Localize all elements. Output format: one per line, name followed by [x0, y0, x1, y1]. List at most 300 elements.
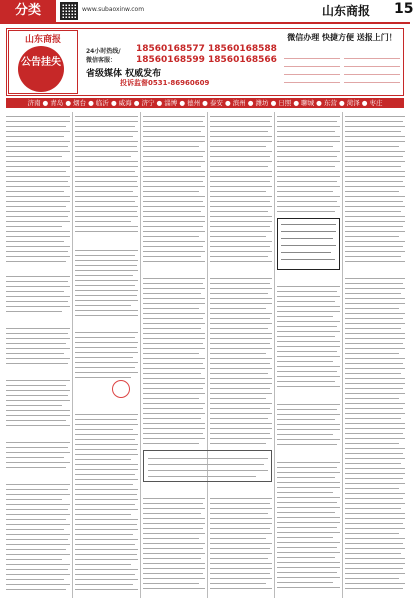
text-line — [210, 216, 272, 217]
text-line — [210, 503, 270, 504]
text-line — [345, 523, 403, 524]
text-line — [143, 201, 203, 202]
text-line — [75, 300, 138, 301]
text-line — [6, 191, 64, 192]
text-line — [6, 405, 62, 406]
text-line — [277, 507, 340, 508]
text-line — [143, 308, 199, 309]
text-line — [6, 390, 70, 391]
text-line — [277, 467, 337, 468]
text-line — [210, 443, 266, 444]
text-line — [143, 433, 203, 434]
text-line — [75, 290, 138, 291]
text-line — [210, 121, 270, 122]
header-rule — [0, 22, 410, 24]
text-line — [210, 283, 270, 284]
site-url[interactable]: www.subaoxinw.com — [82, 6, 145, 13]
text-line — [6, 156, 62, 157]
text-line — [277, 376, 340, 377]
text-line — [6, 410, 70, 411]
text-line — [210, 211, 268, 212]
text-line — [345, 256, 401, 257]
text-line — [143, 323, 205, 324]
text-line — [143, 303, 205, 304]
text-line — [210, 348, 272, 349]
text-line — [6, 281, 68, 282]
text-line — [143, 211, 201, 212]
text-line — [75, 484, 133, 485]
text-line — [75, 221, 131, 222]
text-line — [6, 415, 70, 416]
text-line — [6, 489, 68, 490]
text-line — [210, 343, 270, 344]
text-line — [210, 313, 272, 314]
text-line — [75, 116, 138, 117]
text-line — [75, 186, 138, 187]
text-line — [6, 131, 70, 132]
text-line — [75, 280, 138, 281]
text-line — [345, 513, 405, 514]
text-line — [345, 588, 403, 589]
text-line — [210, 558, 268, 559]
text-line — [345, 313, 405, 314]
text-line — [345, 211, 401, 212]
text-line — [75, 469, 138, 470]
text-line — [6, 569, 68, 570]
text-line — [75, 499, 138, 500]
text-line — [277, 502, 337, 503]
text-line — [75, 362, 138, 363]
text-line — [281, 245, 336, 246]
text-line — [210, 156, 270, 157]
text-line — [210, 328, 268, 329]
text-line — [75, 332, 138, 333]
notice-seal-icon — [18, 46, 64, 92]
text-line — [345, 518, 405, 519]
text-line — [210, 126, 272, 127]
text-line — [6, 524, 70, 525]
text-line — [75, 126, 135, 127]
text-line — [6, 166, 70, 167]
text-line — [344, 58, 400, 59]
text-line — [345, 323, 405, 324]
text-line — [210, 196, 272, 197]
text-line — [143, 298, 205, 299]
text-line — [6, 358, 70, 359]
text-line — [345, 583, 405, 584]
column-rule — [274, 112, 275, 598]
hotline-label-line-2: 微信客服： — [86, 57, 117, 64]
text-line — [277, 116, 340, 117]
text-line — [143, 403, 205, 404]
text-line — [143, 588, 205, 589]
text-line — [277, 567, 340, 568]
text-line — [6, 276, 70, 277]
text-line — [284, 74, 340, 75]
text-line — [345, 196, 405, 197]
text-line — [210, 338, 272, 339]
text-line — [75, 419, 137, 420]
text-line — [345, 468, 405, 469]
text-line — [210, 408, 270, 409]
text-line — [143, 573, 203, 574]
boxed-notice — [143, 450, 272, 482]
text-line — [75, 424, 138, 425]
text-line — [345, 126, 405, 127]
text-line — [143, 328, 201, 329]
text-line — [143, 221, 205, 222]
text-line — [210, 563, 272, 564]
text-line — [345, 418, 401, 419]
text-line — [345, 428, 405, 429]
text-line — [345, 573, 405, 574]
text-line — [143, 176, 205, 177]
text-line — [6, 420, 66, 421]
text-line — [6, 211, 70, 212]
text-line — [75, 444, 138, 445]
text-line — [345, 383, 405, 384]
text-line — [345, 443, 399, 444]
text-line — [75, 285, 135, 286]
text-line — [210, 221, 272, 222]
text-line — [277, 522, 340, 523]
text-line — [148, 458, 268, 459]
text-line — [6, 181, 68, 182]
text-line — [143, 423, 205, 424]
text-line — [6, 380, 70, 381]
text-line — [345, 423, 405, 424]
text-line — [75, 216, 138, 217]
text-line — [210, 136, 272, 137]
text-line — [143, 236, 199, 237]
text-line — [277, 301, 335, 302]
text-line — [277, 477, 335, 478]
text-line — [345, 261, 405, 262]
text-line — [277, 572, 337, 573]
text-line — [143, 518, 205, 519]
text-line — [281, 238, 333, 239]
text-line — [277, 146, 333, 147]
text-line — [75, 151, 138, 152]
text-line — [6, 121, 70, 122]
text-line — [345, 201, 403, 202]
text-line — [277, 429, 340, 430]
text-line — [75, 504, 135, 505]
text-line — [345, 378, 405, 379]
text-line — [345, 251, 405, 252]
text-line — [210, 256, 268, 257]
text-line — [143, 508, 205, 509]
text-line — [277, 409, 337, 410]
text-line — [143, 388, 203, 389]
text-line — [6, 534, 70, 535]
text-line — [143, 186, 205, 187]
text-line — [210, 236, 266, 237]
text-line — [143, 216, 205, 217]
text-line — [210, 151, 272, 152]
text-line — [75, 549, 138, 550]
text-line — [345, 216, 405, 217]
text-line — [6, 462, 70, 463]
text-line — [6, 216, 68, 217]
text-line — [6, 151, 70, 152]
text-line — [75, 434, 138, 435]
text-line — [75, 270, 138, 271]
text-line — [6, 311, 62, 312]
text-line — [6, 116, 70, 117]
text-line — [345, 473, 405, 474]
text-line — [210, 333, 272, 334]
text-line — [345, 408, 403, 409]
text-line — [75, 554, 137, 555]
text-line — [345, 453, 403, 454]
phone-line-2[interactable]: 18560168599 18560168566 — [136, 55, 277, 65]
text-line — [277, 141, 340, 142]
text-line — [6, 206, 66, 207]
text-line — [281, 252, 331, 253]
text-line — [345, 448, 405, 449]
text-line — [6, 363, 68, 364]
text-line — [75, 191, 133, 192]
text-line — [210, 226, 270, 227]
text-line — [277, 444, 337, 445]
text-line — [277, 206, 340, 207]
text-line — [143, 368, 205, 369]
column-rule — [72, 112, 73, 598]
text-line — [75, 574, 135, 575]
text-line — [6, 425, 70, 426]
text-line — [143, 398, 199, 399]
text-line — [75, 564, 131, 565]
text-line — [277, 404, 340, 405]
column-rule — [207, 112, 208, 598]
text-line — [143, 288, 205, 289]
text-line — [75, 439, 135, 440]
text-line — [143, 553, 205, 554]
text-line — [345, 221, 405, 222]
text-line — [277, 517, 340, 518]
text-line — [75, 275, 133, 276]
text-line — [277, 211, 335, 212]
text-line — [345, 156, 403, 157]
text-line — [143, 378, 205, 379]
text-line — [6, 296, 70, 297]
text-line — [345, 553, 401, 554]
text-line — [277, 434, 333, 435]
text-line — [277, 424, 340, 425]
boxed-notice — [277, 218, 340, 270]
text-line — [210, 293, 268, 294]
text-line — [345, 298, 405, 299]
text-line — [210, 363, 270, 364]
text-line — [6, 484, 70, 485]
text-line — [210, 176, 272, 177]
text-line — [210, 206, 272, 207]
text-line — [277, 176, 340, 177]
text-line — [143, 206, 205, 207]
text-line — [210, 373, 268, 374]
text-line — [143, 383, 205, 384]
text-line — [277, 186, 340, 187]
text-line — [345, 393, 405, 394]
text-line — [6, 504, 70, 505]
text-line — [277, 331, 340, 332]
text-line — [75, 559, 138, 560]
text-line — [75, 136, 133, 137]
text-line — [210, 358, 272, 359]
text-line — [210, 433, 270, 434]
text-line — [6, 261, 66, 262]
text-line — [75, 337, 135, 338]
text-line — [277, 371, 337, 372]
text-line — [6, 226, 62, 227]
text-line — [75, 206, 138, 207]
text-line — [345, 398, 399, 399]
text-line — [143, 408, 203, 409]
text-line — [345, 493, 405, 494]
text-line — [75, 372, 138, 373]
text-line — [6, 306, 70, 307]
text-line — [6, 519, 66, 520]
text-line — [75, 121, 138, 122]
text-line — [210, 413, 272, 414]
text-line — [143, 418, 201, 419]
text-line — [345, 328, 401, 329]
text-line — [6, 584, 70, 585]
text-line — [345, 121, 403, 122]
text-line — [143, 443, 199, 444]
text-line — [75, 260, 138, 261]
text-line — [210, 166, 268, 167]
text-line — [277, 366, 340, 367]
text-line — [345, 131, 401, 132]
text-line — [210, 141, 272, 142]
text-line — [75, 459, 131, 460]
text-line — [143, 373, 201, 374]
text-line — [143, 343, 203, 344]
text-line — [345, 293, 401, 294]
text-line — [210, 533, 272, 534]
text-line — [143, 428, 205, 429]
text-line — [345, 288, 405, 289]
text-line — [6, 231, 70, 232]
text-line — [210, 423, 272, 424]
text-line — [75, 156, 131, 157]
text-line — [345, 146, 399, 147]
text-line — [210, 523, 272, 524]
phone-line-1[interactable]: 18560168577 18560168588 — [136, 44, 277, 54]
seal-text: 公告挂失 — [21, 57, 61, 68]
text-line — [143, 413, 205, 414]
text-line — [143, 363, 203, 364]
text-line — [75, 589, 138, 590]
text-line — [210, 303, 272, 304]
text-line — [6, 457, 64, 458]
text-line — [210, 261, 272, 262]
text-line — [277, 296, 340, 297]
text-line — [345, 181, 403, 182]
text-line — [75, 519, 138, 520]
text-line — [75, 342, 138, 343]
text-line — [345, 303, 405, 304]
text-line — [277, 439, 340, 440]
text-line — [345, 403, 405, 404]
column-rule — [140, 112, 141, 598]
text-line — [210, 538, 266, 539]
text-line — [277, 201, 337, 202]
text-line — [75, 539, 138, 540]
text-line — [75, 171, 135, 172]
banner-slogan: 省级媒体 权威发布 — [86, 69, 162, 79]
text-line — [210, 388, 270, 389]
text-line — [6, 348, 70, 349]
text-line — [75, 357, 133, 358]
text-line — [6, 196, 70, 197]
text-line — [143, 528, 203, 529]
text-line — [344, 82, 400, 83]
page-number: 15 — [394, 1, 413, 17]
text-line — [143, 293, 201, 294]
text-line — [143, 283, 203, 284]
text-line — [75, 226, 138, 227]
column-rule — [342, 112, 343, 598]
text-line — [6, 529, 64, 530]
text-line — [210, 308, 266, 309]
text-line — [75, 584, 133, 585]
text-line — [6, 447, 68, 448]
text-line — [345, 498, 403, 499]
text-line — [143, 338, 205, 339]
text-line — [210, 186, 272, 187]
text-line — [75, 509, 138, 510]
text-line — [210, 398, 266, 399]
text-line — [345, 241, 405, 242]
text-line — [143, 181, 203, 182]
text-line — [75, 474, 135, 475]
text-line — [6, 559, 62, 560]
text-line — [277, 321, 340, 322]
text-line — [210, 171, 272, 172]
text-line — [345, 171, 405, 172]
text-line — [143, 136, 205, 137]
text-line — [6, 236, 70, 237]
text-line — [75, 196, 138, 197]
text-line — [75, 305, 131, 306]
text-line — [143, 131, 201, 132]
text-line — [6, 246, 70, 247]
text-line — [345, 206, 405, 207]
text-line — [6, 564, 70, 565]
text-line — [345, 388, 403, 389]
text-line — [345, 543, 403, 544]
text-line — [143, 333, 205, 334]
text-line — [143, 393, 205, 394]
text-line — [277, 326, 337, 327]
text-line — [345, 458, 405, 459]
text-line — [344, 74, 400, 75]
text-line — [210, 403, 272, 404]
text-line — [210, 131, 268, 132]
text-line — [277, 351, 337, 352]
text-line — [75, 449, 137, 450]
text-line — [277, 361, 333, 362]
text-line — [143, 353, 199, 354]
text-line — [277, 386, 340, 387]
complaint-hotline[interactable]: 投诉监督0531-86960609 — [120, 79, 210, 87]
text-line — [75, 514, 131, 515]
text-line — [345, 483, 405, 484]
text-line — [210, 368, 272, 369]
